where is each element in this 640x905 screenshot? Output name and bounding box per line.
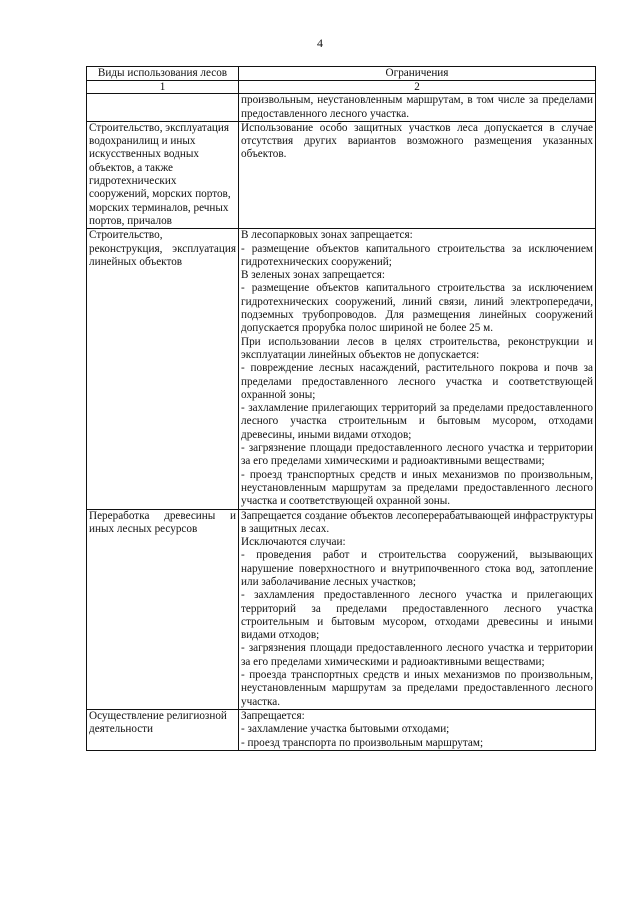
table-row xyxy=(87,94,596,122)
restriction-line: Исключаются случаи: xyxy=(241,536,346,549)
table-row xyxy=(87,709,596,750)
row-3-restrictions xyxy=(239,509,596,709)
restriction-line: - размещение объектов капитального строительства за исключением гидротехнических сооружений, линий связи, линий электропередачи, подземных трубопроводов. Для размещения линейных сооружений допускается прорубка полос шириной не более 25 м. xyxy=(241,282,593,335)
header-forest-use-types: Виды использования лесов xyxy=(87,67,239,81)
restriction-line: - захламления предоставленного лесного участка и прилегающих территорий за пределами предоставленного лесного участка строительным и бытовым мусором, отходами древесины и иными видами отходов; xyxy=(241,589,593,642)
row-0-restrictions xyxy=(239,94,596,122)
page-number: 4 xyxy=(317,36,323,50)
restriction-line: - захламление прилегающих территорий за пределами предоставленного лесного участка строительным и бытовым мусором, отходами древесины, иными видами отходов; xyxy=(241,402,593,441)
restriction-line: - проезда транспортных средств и иных механизмов по произвольным, неустановленным маршрутам за пределами предоставленного лесного участка. xyxy=(241,669,593,708)
restriction-line: Запрещается: xyxy=(241,709,305,722)
column-number-2: 2 xyxy=(239,81,596,94)
restriction-line: При использовании лесов в целях строительства, реконструкции и эксплуатации линейных объектов не допускается: xyxy=(241,335,593,361)
row-4-type: Осуществление религиозной деятельности xyxy=(87,709,239,750)
header-restrictions: Ограничения xyxy=(239,67,596,81)
row-1-type: Строительство, эксплуатация водохранилищ и иных искусственных водных объектов, а также гидротехнических сооружений, морских портов, морских терминалов, речных портов, причалов xyxy=(87,121,239,228)
row-2-type: Строительство, реконструкция, эксплуатация линейных объектов xyxy=(87,229,239,509)
restriction-line: - проезд транспорта по произвольным маршрутам; xyxy=(241,736,484,749)
row-0-type xyxy=(87,94,239,122)
restriction-line: - захламление участка бытовыми отходами; xyxy=(241,723,450,736)
restriction-line: - проезд транспортных средств и иных механизмов по произвольным, неустановленным маршрутам за пределами предоставленного лесного участка и соответствующей охранной зоны. xyxy=(241,468,593,508)
table-row xyxy=(87,121,596,228)
restriction-line: произвольным, неустановленным маршрутам, в том числе за пределами предоставленного лесного участка. xyxy=(241,94,593,120)
column-number-row xyxy=(87,81,596,94)
restriction-line: Запрещается создание объектов лесоперерабатывающей инфраструктуры в защитных лесах. xyxy=(241,509,593,535)
restriction-line: В лесопарковых зонах запрещается: xyxy=(241,229,413,242)
restriction-line: - загрязнение площади предоставленного лесного участка и территории за его пределами химическими и радиоактивными веществами; xyxy=(241,442,593,468)
restriction-line: - загрязнения площади предоставленного лесного участка и территории за его пределами химическими и радиоактивными веществами; xyxy=(241,642,593,668)
restrictions-table xyxy=(86,66,596,751)
row-2-restrictions xyxy=(239,229,596,509)
restriction-line: - размещение объектов капитального строительства за исключением гидротехнических сооружений; xyxy=(241,242,593,268)
restriction-line: - проведения работ и строительства сооружений, вызывающих нарушение поверхностного и внутрипочвенного стока вод, затопление или заболачивание лесных участков; xyxy=(241,549,593,588)
table-row xyxy=(87,229,596,509)
restriction-line: В зеленых зонах запрещается: xyxy=(241,269,385,282)
table-row xyxy=(87,509,596,709)
restriction-line: Использование особо защитных участков леса допускается в случае отсутствия других вариантов возможного размещения указанных объектов. xyxy=(241,121,593,161)
row-4-restrictions xyxy=(239,709,596,750)
table-header-row xyxy=(87,67,596,81)
restriction-line: - повреждение лесных насаждений, растительного покрова и почв за пределами предоставленного лесного участка и соответствующей охранной зоны; xyxy=(241,362,593,401)
row-3-type: Переработка древесины и иных лесных ресурсов xyxy=(87,509,239,709)
column-number-1: 1 xyxy=(87,81,239,94)
row-1-restrictions xyxy=(239,121,596,228)
